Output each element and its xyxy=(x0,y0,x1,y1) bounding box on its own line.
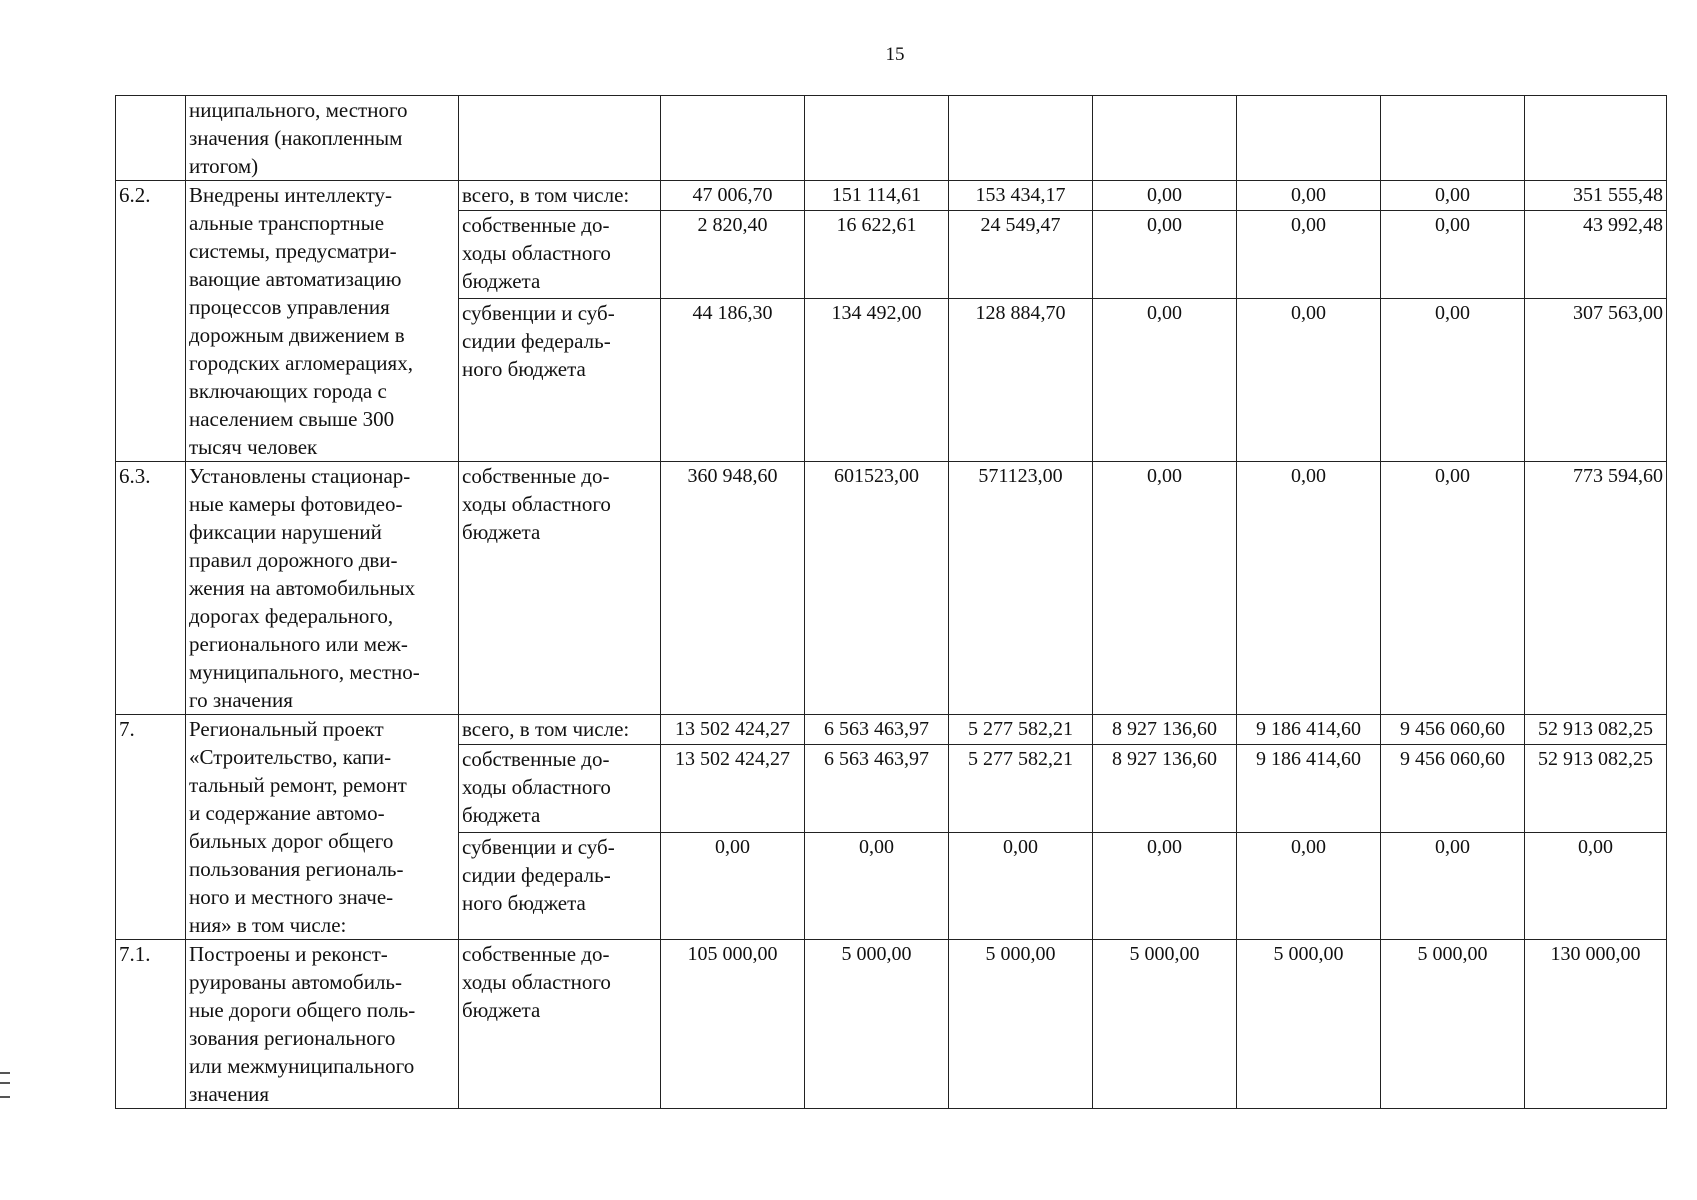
page-number: 15 xyxy=(885,44,905,65)
funding-source-text: собственные до- ходы областного бюджета xyxy=(462,942,611,1022)
row-index: 7. xyxy=(116,715,186,940)
funding-source-text: субвенции и суб- сидии федераль- ного бюджета xyxy=(462,834,615,915)
value-cell: 9 456 060,60 xyxy=(1381,744,1525,832)
margin-mark xyxy=(0,1072,10,1098)
value-cell: 0,00 xyxy=(1093,462,1237,715)
value-cell xyxy=(949,96,1093,181)
value-cell: 52 913 082,25 xyxy=(1525,715,1667,745)
value-cell: 8 927 136,60 xyxy=(1093,744,1237,832)
row-index xyxy=(116,96,186,181)
table-body xyxy=(116,96,1667,1109)
value-cell: 153 434,17 xyxy=(949,181,1093,211)
value-cell: 0,00 xyxy=(1093,181,1237,211)
funding-source-text: всего, в том числе: xyxy=(462,183,630,207)
row-index: 6.2. xyxy=(116,181,186,462)
value-cell: 0,00 xyxy=(1237,462,1381,715)
value-cell: 6 563 463,97 xyxy=(805,715,949,745)
value-cell: 0,00 xyxy=(1093,832,1237,939)
value-cell: 9 456 060,60 xyxy=(1381,715,1525,745)
value-cell: 24 549,47 xyxy=(949,210,1093,298)
value-cell: 0,00 xyxy=(1381,210,1525,298)
value-cell: 8 927 136,60 xyxy=(1093,715,1237,745)
value-cell xyxy=(1525,96,1667,181)
row-name-text: Региональный проект «Строительство, капи- тальный ремонт, ремонт и содержание автомо- бильных дорог общего пользования региональ- ного и местного значе- ния» в том числе: xyxy=(189,717,407,937)
row-index: 7.1. xyxy=(116,940,186,1109)
row-name-text: Установлены стационар- ные камеры фотовидео- фиксации нарушений правил дорожного дви- жения на автомобильных дорогах федерального, регионального или меж- муниципального, местно- го значения xyxy=(189,464,420,712)
value-cell: 5 277 582,21 xyxy=(949,715,1093,745)
value-cell: 2 820,40 xyxy=(661,210,805,298)
value-cell: 0,00 xyxy=(661,832,805,939)
value-cell: 5 000,00 xyxy=(805,940,949,1109)
funding-source-text: всего, в том числе: xyxy=(462,717,630,741)
value-cell: 105 000,00 xyxy=(661,940,805,1109)
funding-source xyxy=(459,210,661,298)
row-index: 6.3. xyxy=(116,462,186,715)
table-row xyxy=(116,462,1667,715)
row-name xyxy=(186,940,459,1109)
funding-source xyxy=(459,96,661,181)
value-cell: 601523,00 xyxy=(805,462,949,715)
value-cell: 47 006,70 xyxy=(661,181,805,211)
funding-source xyxy=(459,462,661,715)
value-cell: 360 948,60 xyxy=(661,462,805,715)
value-cell: 5 277 582,21 xyxy=(949,744,1093,832)
value-cell: 52 913 082,25 xyxy=(1525,744,1667,832)
value-cell: 128 884,70 xyxy=(949,298,1093,461)
table-row xyxy=(116,96,1667,181)
value-cell: 351 555,48 xyxy=(1525,181,1667,211)
row-name-text: ниципального, местного значения (накопленным итогом) xyxy=(189,98,408,178)
value-cell xyxy=(1237,96,1381,181)
funding-source-text: собственные до- ходы областного бюджета xyxy=(462,746,611,827)
value-cell xyxy=(661,96,805,181)
value-cell: 0,00 xyxy=(1237,832,1381,939)
value-cell: 0,00 xyxy=(1093,210,1237,298)
funding-source xyxy=(459,744,661,832)
value-cell: 5 000,00 xyxy=(1093,940,1237,1109)
row-name xyxy=(186,96,459,181)
value-cell: 43 992,48 xyxy=(1525,210,1667,298)
value-cell: 16 622,61 xyxy=(805,210,949,298)
value-cell: 0,00 xyxy=(1381,181,1525,211)
row-name xyxy=(186,181,459,462)
value-cell: 0,00 xyxy=(1381,298,1525,461)
value-cell: 0,00 xyxy=(1093,298,1237,461)
value-cell: 9 186 414,60 xyxy=(1237,744,1381,832)
value-cell: 130 000,00 xyxy=(1525,940,1667,1109)
table-row xyxy=(116,940,1667,1109)
table-row xyxy=(116,181,1667,211)
funding-source-text: собственные до- ходы областного бюджета xyxy=(462,212,611,293)
row-name xyxy=(186,715,459,940)
value-cell: 0,00 xyxy=(805,832,949,939)
value-cell: 0,00 xyxy=(1237,210,1381,298)
value-cell xyxy=(1381,96,1525,181)
table-row xyxy=(116,715,1667,745)
value-cell: 5 000,00 xyxy=(949,940,1093,1109)
funding-source-text: субвенции и суб- сидии федераль- ного бюджета xyxy=(462,300,615,381)
funding-source xyxy=(459,181,661,211)
value-cell: 13 502 424,27 xyxy=(661,715,805,745)
value-cell: 9 186 414,60 xyxy=(1237,715,1381,745)
value-cell: 773 594,60 xyxy=(1525,462,1667,715)
value-cell: 0,00 xyxy=(1237,181,1381,211)
value-cell: 307 563,00 xyxy=(1525,298,1667,461)
value-cell: 134 492,00 xyxy=(805,298,949,461)
row-name xyxy=(186,462,459,715)
value-cell: 13 502 424,27 xyxy=(661,744,805,832)
value-cell: 6 563 463,97 xyxy=(805,744,949,832)
funding-source xyxy=(459,298,661,461)
budget-table xyxy=(115,95,1667,1109)
value-cell: 0,00 xyxy=(1237,298,1381,461)
value-cell: 5 000,00 xyxy=(1237,940,1381,1109)
value-cell: 571123,00 xyxy=(949,462,1093,715)
value-cell: 5 000,00 xyxy=(1381,940,1525,1109)
value-cell: 44 186,30 xyxy=(661,298,805,461)
value-cell: 0,00 xyxy=(949,832,1093,939)
funding-source xyxy=(459,940,661,1109)
funding-source-text: собственные до- ходы областного бюджета xyxy=(462,464,611,544)
funding-source xyxy=(459,832,661,939)
value-cell xyxy=(1093,96,1237,181)
row-name-text: Внедрены интеллекту- альные транспортные системы, предусматри- вающие автоматизацию процессов управления дорожным движением в городских агломерациях, включающих города с населением свыше 300 тысяч человек xyxy=(189,183,413,459)
value-cell xyxy=(805,96,949,181)
funding-source xyxy=(459,715,661,745)
value-cell: 0,00 xyxy=(1381,462,1525,715)
value-cell: 151 114,61 xyxy=(805,181,949,211)
value-cell: 0,00 xyxy=(1525,832,1667,939)
row-name-text: Построены и реконст- руированы автомобиль- ные дороги общего поль- зования регионального или межмуниципального значения xyxy=(189,942,416,1106)
value-cell: 0,00 xyxy=(1381,832,1525,939)
